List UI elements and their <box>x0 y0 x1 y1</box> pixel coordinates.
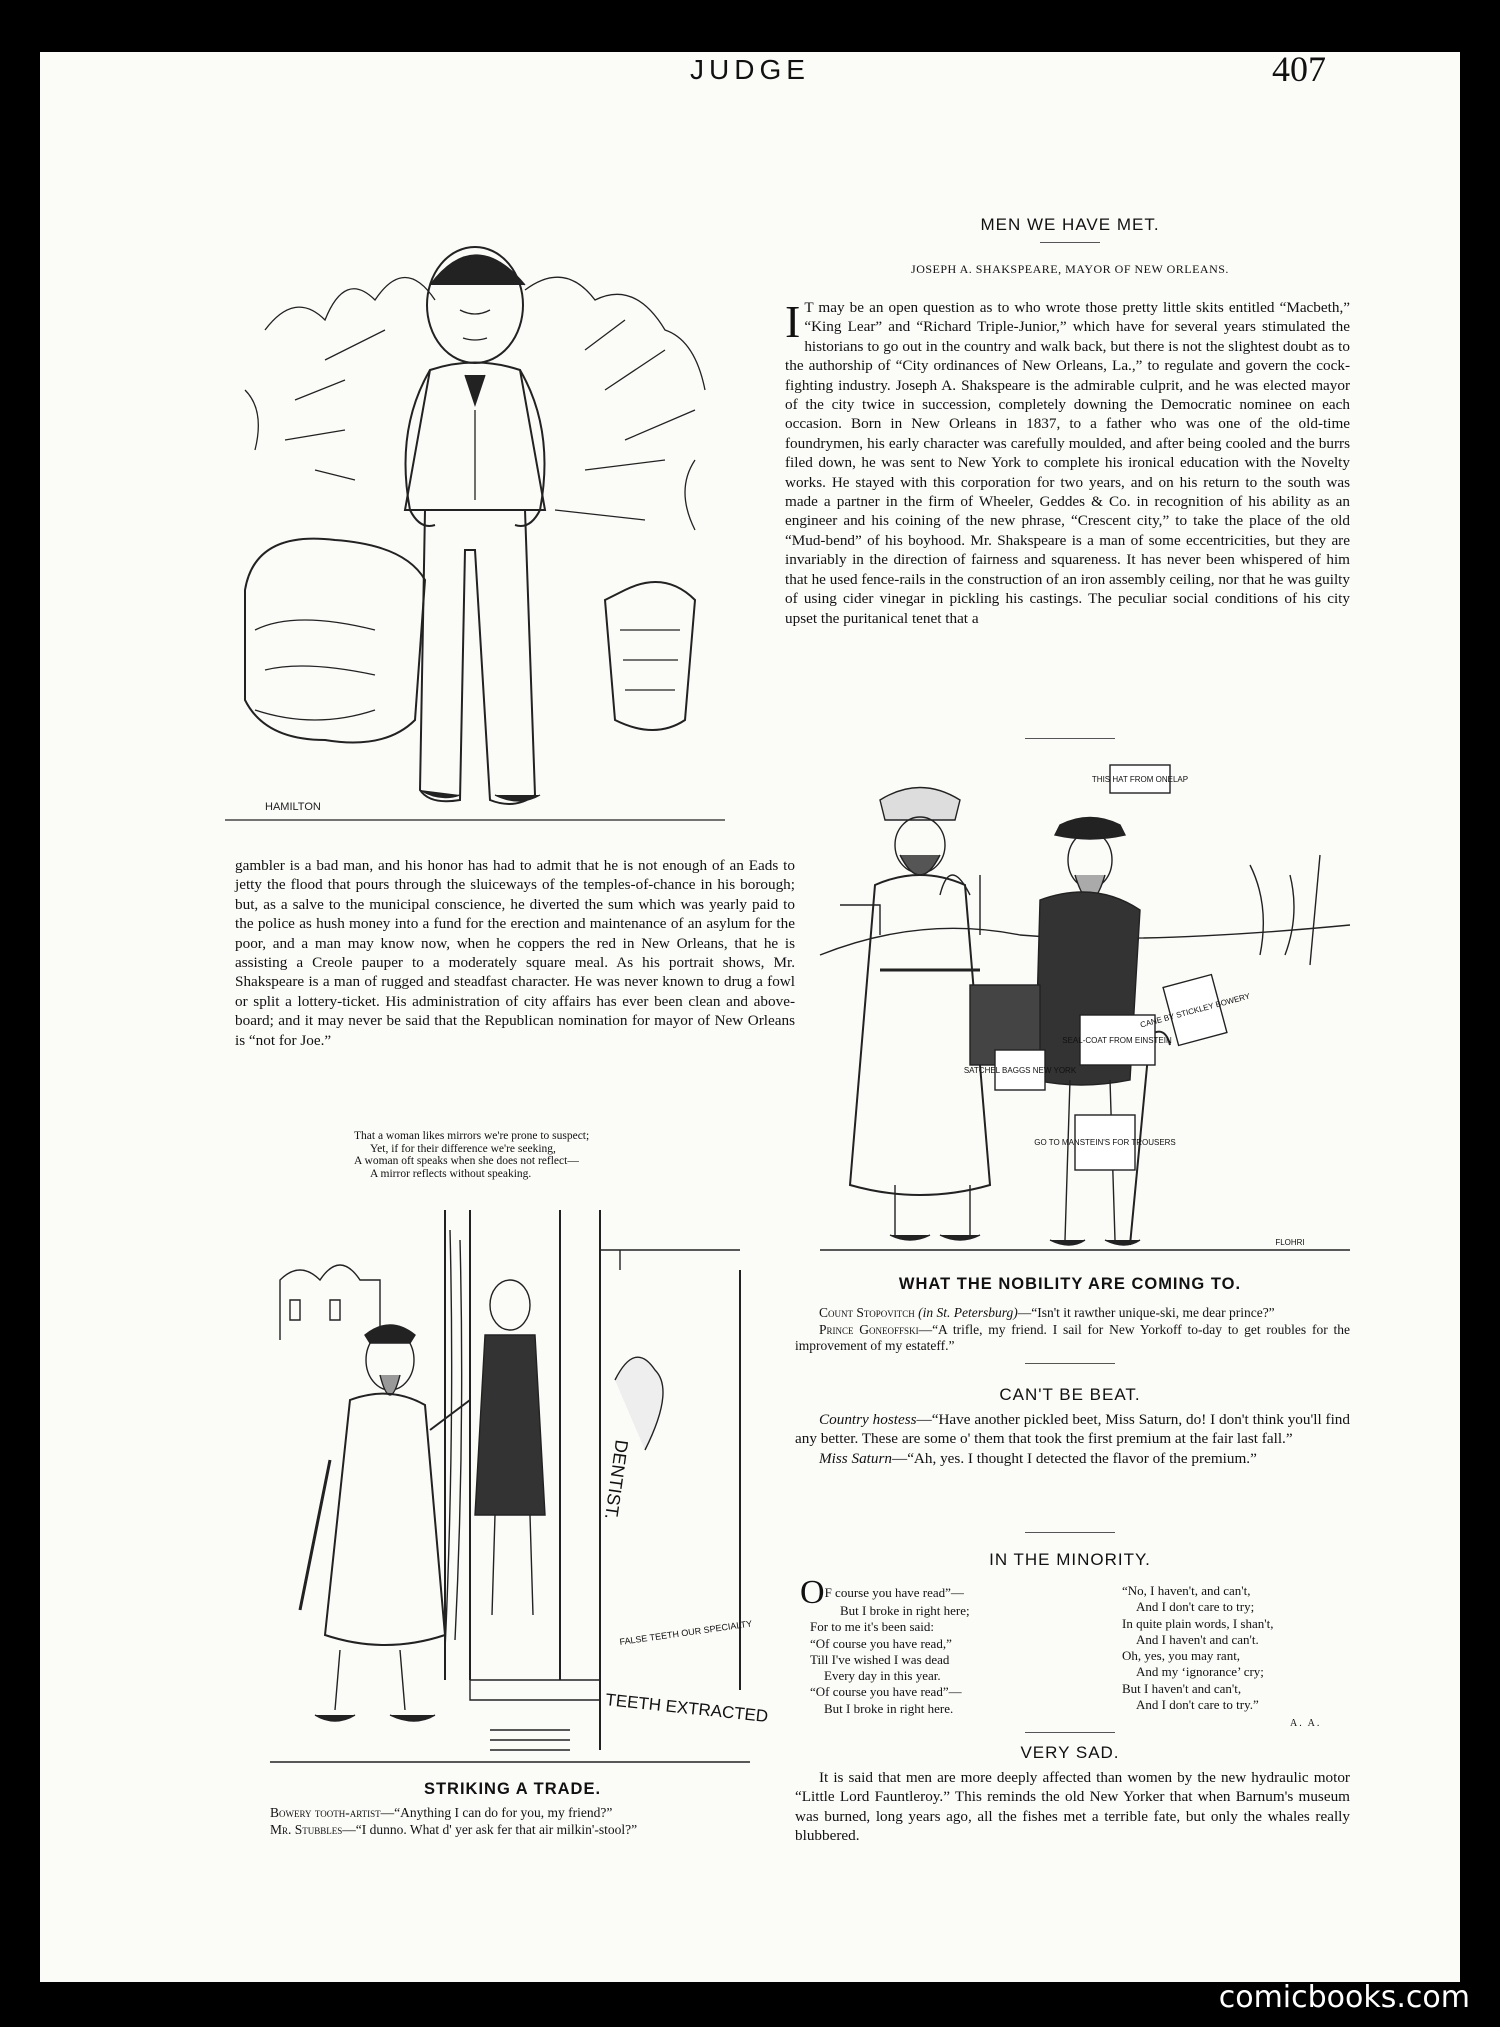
poem-line: Every day in this year. <box>824 1668 941 1684</box>
cant-be-beat-title: CAN'T BE BEAT. <box>999 1385 1141 1404</box>
dentist-cartoon <box>270 1210 770 1770</box>
cant-be-beat-text <box>795 1410 1350 1468</box>
article-title: MEN WE HAVE MET. <box>980 215 1160 234</box>
poem-line: And I don't care to try; <box>1136 1599 1255 1615</box>
poem-line: And I don't care to try.” <box>1136 1697 1259 1713</box>
speaker-prince: Prince Goneoffski <box>819 1321 919 1337</box>
drop-cap: I <box>785 296 801 347</box>
hat-sign: THIS HAT FROM ONELAP <box>1091 775 1189 784</box>
poem-line: But I broke in right here. <box>824 1700 954 1716</box>
dentist-vertical-sign: DENTIST. <box>600 1438 632 1521</box>
very-sad-title: VERY SAD. <box>1020 1743 1120 1762</box>
poem-line: And I haven't and can't. <box>1136 1631 1259 1647</box>
poem-line: But I haven't and can't, <box>1122 1680 1242 1696</box>
mirror-verse <box>340 1130 680 1180</box>
prince-line: —“A trifle, my friend. I sail for New Yorkoff to-day to get roubles for the improvement of my estateff.” <box>795 1321 1350 1353</box>
cane-sign: CANE BY STICKLEY BOWERY <box>1139 991 1252 1030</box>
portrait-signature: HAMILTON <box>265 801 321 813</box>
very-sad-text <box>795 1768 1350 1846</box>
speaker-tooth-artist: Bowery tooth-artist <box>270 1805 381 1820</box>
tooth-artist-line: —“Anything I can do for you, my friend?” <box>380 1805 613 1820</box>
poem-line: “Of course you have read”— <box>810 1684 962 1700</box>
speaker-miss-saturn: Miss Saturn <box>819 1449 892 1467</box>
poem-line: But I broke in right here; <box>840 1603 970 1618</box>
nobility-cartoon <box>820 755 1350 1260</box>
dentist-dialogue <box>270 1805 770 1838</box>
stubbles-line: —“I dunno. What d' yer ask fer that air milkin'-stool?” <box>342 1821 638 1837</box>
poem-line: “Of course you have read,” <box>810 1635 952 1651</box>
speaker-hostess: Country hostess <box>819 1411 917 1428</box>
section-rule <box>1025 1363 1115 1364</box>
verse-line: A mirror reflects without speaking. <box>370 1167 532 1180</box>
article-paragraph-2: gambler is a bad man, and his honor has had to admit that he is not enough of an Eads to jetty the flood that pours through the sluiceways of the temples-of-chance in his borough; but, as a salve to the municipal conscience, he diverted the sum which was yearly paid to the police as hush money into a fund for the erection and maintenance of an asylum for the poor, and a man may know now, when he coppers the red in New Orleans, that he is assisting a Creole pauper to a moderately square meal. As his portrait shows, Mr. Shakspeare is a man of rugged and steadfast character. He was never known to drug a fowl or split a lottery-ticket. His administration of city affairs has ever been clean and above-board; and it may never be said that the Republican nomination for mayor of New Orleans is “not for Joe.” <box>235 857 795 1049</box>
very-sad-paragraph: It is said that men are more deeply affected than women by the new hydraulic motor “Little Lord Fauntleroy.” This reminds the old New Yorker that when Barnum's museum was burned, long years ago, all the fishes met a terrible fate, but only the whales really blubbered. <box>795 1769 1350 1845</box>
poem-line: Oh, yes, you may rant, <box>1122 1648 1241 1664</box>
minority-poem-left <box>800 1574 1070 1717</box>
article-subtitle: JOSEPH A. SHAKSPEARE, MAYOR OF NEW ORLEANS. <box>911 262 1229 276</box>
dentist-caption-title: STRIKING A TRADE. <box>423 1780 602 1798</box>
poem-drop-cap: O <box>800 1574 825 1611</box>
count-line: —“Isn't it rawther unique-ski, me dear prince?” <box>1017 1305 1275 1320</box>
section-rule <box>1025 1732 1115 1733</box>
speaker-count: Count Stopovitch <box>819 1305 915 1320</box>
speaker-stubbles: Mr. Stubbles <box>270 1821 343 1837</box>
nobility-dialogue <box>795 1305 1350 1355</box>
minority-poem-right <box>1122 1583 1352 1713</box>
title-rule <box>1040 242 1100 243</box>
poem-line: For to me it's been said: <box>810 1619 935 1635</box>
hostess-line: —“Have another pickled beet, Miss Saturn, do! I don't think you'll find any better. These are some o' them that took the first premium at the fair last fall.” <box>795 1411 1350 1448</box>
coat-sign: SEAL-COAT FROM EINSTEIN <box>1062 1036 1172 1045</box>
running-head-title: JUDGE <box>690 54 810 85</box>
poem-line: In quite plain words, I shan't, <box>1122 1615 1274 1631</box>
watermark: comicbooks.com <box>1218 1980 1470 2015</box>
poem-author: A. A. <box>1290 1718 1322 1729</box>
verse-line: Yet, if for their difference we're seeking, <box>370 1142 556 1155</box>
poem-line: And my ‘ignorance’ cry; <box>1136 1664 1264 1680</box>
satchel-sign: SATCHEL BAGGS NEW YORK <box>963 1066 1077 1075</box>
poem-line: Till I've wished I was dead <box>810 1651 950 1667</box>
false-teeth-sign: FALSE TEETH OUR SPECIALTY <box>618 1618 753 1647</box>
portrait-illustration <box>225 210 730 835</box>
teeth-extracted-sign: TEETH EXTRACTED <box>604 1690 770 1727</box>
minority-title: IN THE MINORITY. <box>989 1550 1151 1569</box>
nobility-caption-title: WHAT THE NOBILITY ARE COMING TO. <box>898 1275 1242 1293</box>
poem-line: F course you have read”— <box>824 1585 964 1600</box>
page-number: 407 <box>1272 49 1326 89</box>
poem-line: “No, I haven't, and can't, <box>1122 1583 1251 1598</box>
article-column-right <box>785 298 1350 628</box>
speaker-place: (in St. Petersburg) <box>918 1305 1018 1320</box>
article-paragraph-1: T may be an open question as to who wrote those pretty little skits entitled “Macbeth,” “King Lear” and “Richard Triple-Junior,” which have for several years stimulated the historians to go out in the country and walk back, but there is not the slightest doubt as to the authorship of “City ordinances of New Orleans, La.,” to regulate and govern the cock-fighting industry. Joseph A. Shakspeare is the admirable culprit, and he was elected mayor of the city twice in succession, completely downing the Democratic nominee on each occasion. Born in New Orleans in 1837, to a father who was one of the old-time foundrymen, his early character was carefully moulded, and after being cooled and the burrs filed down, he was sent to New York to complete his ironical education with the Novelty works. He stayed with this corporation for two years, and on his return to the south was made a partner in the firm of Wheeler, Geddes & Co. in recognition of his ability as an engineer and his coining of the new phrase, “Crescent city,” to take the place of the old “Mud-bend” of his boyhood. Mr. Shakspeare is a man of some eccentricities, but they are invariably in the direction of fairness and squareness. It has never been whispered of him that he used fence-rails in the construction of an iron assembly ceiling, nor that he was guilty of using cider vinegar in pickling his castings. The peculiar social conditions of his city upset the puritanical tenet that a <box>785 299 1350 627</box>
verse-line: A woman oft speaks when she does not reflect— <box>354 1155 579 1167</box>
verse-line: That a woman likes mirrors we're prone to suspect; <box>354 1130 590 1142</box>
article-column-left <box>235 856 795 1050</box>
section-rule <box>1025 1532 1115 1533</box>
nobility-signature: FLOHRI <box>1275 1238 1305 1247</box>
trousers-sign: GO TO MANSTEIN'S FOR TROUSERS <box>1034 1138 1176 1147</box>
saturn-line: —“Ah, yes. I thought I detected the flavor of the premium.” <box>892 1449 1257 1467</box>
section-rule <box>1025 738 1115 739</box>
